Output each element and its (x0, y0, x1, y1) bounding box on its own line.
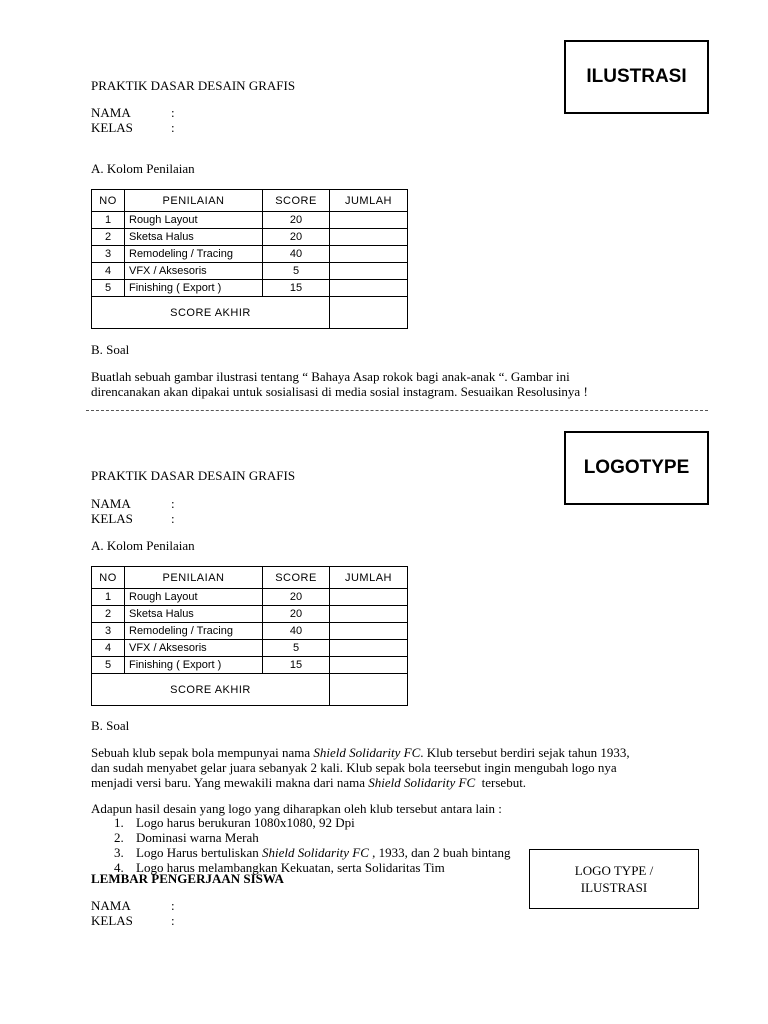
table-row (92, 623, 408, 640)
row-jumlah-cell[interactable] (330, 623, 408, 640)
final-score-row (92, 674, 408, 706)
table-row (92, 212, 408, 229)
row-no: 4 (92, 263, 125, 280)
req-text: Logo harus berukuran 1080x1080, 92 Dpi (136, 815, 355, 830)
kelas-label: KELAS (91, 120, 133, 135)
row-score: 40 (263, 623, 330, 640)
final-score-cell[interactable] (330, 674, 408, 706)
list-item (114, 830, 556, 845)
list-number: 4. (114, 860, 124, 875)
p1-pre: Sebuah klub sepak bola mempunyai nama (91, 745, 314, 760)
row-score: 20 (263, 606, 330, 623)
nama-label: NAMA (91, 898, 131, 913)
req3-post: , 1933, dan 2 buah bintang (368, 845, 511, 860)
row-criteria: VFX / Aksesoris (125, 263, 263, 280)
sheet1-soal-line2: direncanakan akan dipakai untuk sosialisasi di media sosial instagram. Sesuaikan Resolusinya ! (91, 384, 588, 399)
row-score: 5 (263, 263, 330, 280)
final-score-label: SCORE AKHIR (92, 674, 330, 706)
header-jumlah: JUMLAH (330, 567, 408, 589)
paragraph-line: dan sudah menyabet gelar juara sebanyak 2 kali. Klub sepak bola teersebut ingin mengubah logo nya (91, 760, 617, 775)
paragraph-line (91, 745, 711, 760)
table-row (92, 246, 408, 263)
sheet1-grading-table (91, 189, 408, 329)
tag-box-logotype (564, 431, 709, 505)
table-header-row (92, 567, 408, 589)
final-score-cell[interactable] (330, 297, 408, 329)
worksheet-kelas-field (91, 913, 175, 928)
club-name: Shield Solidarity FC (368, 775, 476, 790)
row-criteria: Finishing ( Export ) (125, 657, 263, 674)
row-criteria: Rough Layout (125, 589, 263, 606)
sheet1-nama-field (91, 105, 175, 120)
box-line-1: LOGO TYPE / (574, 863, 654, 878)
header-score: SCORE (263, 190, 330, 212)
paragraph-line (91, 775, 711, 790)
row-score: 20 (263, 229, 330, 246)
sheet2-section-a: A. Kolom Penilaian (91, 538, 195, 553)
cut-line-divider (86, 410, 708, 411)
worksheet-nama-field (91, 898, 175, 913)
table-row (92, 263, 408, 280)
p1-line3-post: tersebut. (475, 775, 527, 790)
row-jumlah-cell[interactable] (330, 280, 408, 297)
sheet2-kelas-field (91, 511, 175, 526)
final-score-label: SCORE AKHIR (92, 297, 330, 329)
header-penilaian: PENILAIAN (125, 567, 263, 589)
club-name: Shield Solidarity FC (313, 745, 421, 760)
row-jumlah-cell[interactable] (330, 212, 408, 229)
row-criteria: Finishing ( Export ) (125, 280, 263, 297)
header-penilaian: PENILAIAN (125, 190, 263, 212)
table-header-row (92, 190, 408, 212)
kelas-label: KELAS (91, 913, 133, 928)
row-no: 5 (92, 657, 125, 674)
row-jumlah-cell[interactable] (330, 263, 408, 280)
table-row (92, 229, 408, 246)
colon: : (171, 120, 175, 135)
tag-ilustrasi-label: ILUSTRASI (586, 66, 687, 87)
row-criteria: Remodeling / Tracing (125, 623, 263, 640)
row-criteria: Remodeling / Tracing (125, 246, 263, 263)
row-jumlah-cell[interactable] (330, 246, 408, 263)
row-score: 20 (263, 212, 330, 229)
tag-box-ilustrasi (564, 40, 709, 114)
sheet1-soal-line1: Buatlah sebuah gambar ilustrasi tentang “ Bahaya Asap rokok bagi anak-anak “. Gambar ini (91, 369, 570, 384)
row-no: 4 (92, 640, 125, 657)
row-no: 2 (92, 606, 125, 623)
row-no: 3 (92, 246, 125, 263)
header-no: NO (92, 190, 125, 212)
colon: : (171, 105, 175, 120)
list-item (114, 815, 556, 830)
kelas-label: KELAS (91, 511, 133, 526)
p1-line3-pre: menjadi versi baru. Yang mewakili makna dari nama (91, 775, 369, 790)
sheet1-title: PRAKTIK DASAR DESAIN GRAFIS (91, 78, 296, 93)
p1-post: . Klub tersebut berdiri sejak tahun 1933, (420, 745, 630, 760)
nama-label: NAMA (91, 496, 131, 511)
table-row (92, 606, 408, 623)
sheet2-paragraph-2: Adapun hasil desain yang logo yang diharapkan oleh klub tersebut antara lain : (91, 801, 502, 816)
header-no: NO (92, 567, 125, 589)
row-no: 5 (92, 280, 125, 297)
row-criteria: Sketsa Halus (125, 606, 263, 623)
row-jumlah-cell[interactable] (330, 657, 408, 674)
row-score: 15 (263, 657, 330, 674)
row-score: 40 (263, 246, 330, 263)
row-no: 2 (92, 229, 125, 246)
row-jumlah-cell[interactable] (330, 589, 408, 606)
tag-logotype-label: LOGOTYPE (583, 457, 690, 478)
list-item (114, 845, 556, 860)
colon: : (171, 913, 175, 928)
club-name: Shield Solidarity FC (262, 845, 369, 860)
worksheet-title: LEMBAR PENGERJAAN SISWA (91, 871, 284, 886)
row-no: 1 (92, 212, 125, 229)
row-score: 15 (263, 280, 330, 297)
header-jumlah: JUMLAH (330, 190, 408, 212)
row-no: 1 (92, 589, 125, 606)
req3-pre: Logo Harus bertuliskan (136, 845, 263, 860)
list-number: 1. (114, 815, 124, 830)
worksheet-drawing-box[interactable] (529, 849, 699, 909)
sheet1-kelas-field (91, 120, 175, 135)
sheet2-grading-table (91, 566, 408, 706)
nama-label: NAMA (91, 105, 131, 120)
colon: : (171, 898, 175, 913)
sheet2-title: PRAKTIK DASAR DESAIN GRAFIS (91, 468, 296, 483)
table-row (92, 657, 408, 674)
sheet2-nama-field (91, 496, 175, 511)
header-score: SCORE (263, 567, 330, 589)
sheet1-section-a: A. Kolom Penilaian (91, 161, 195, 176)
box-line-2: ILUSTRASI (580, 880, 648, 895)
list-number: 3. (114, 845, 124, 860)
table-row (92, 589, 408, 606)
row-jumlah-cell[interactable] (330, 640, 408, 657)
row-criteria: Rough Layout (125, 212, 263, 229)
row-score: 5 (263, 640, 330, 657)
row-score: 20 (263, 589, 330, 606)
list-number: 2. (114, 830, 124, 845)
row-no: 3 (92, 623, 125, 640)
table-row (92, 640, 408, 657)
row-criteria: Sketsa Halus (125, 229, 263, 246)
row-jumlah-cell[interactable] (330, 606, 408, 623)
colon: : (171, 496, 175, 511)
req-text: Dominasi warna Merah (136, 830, 259, 845)
row-criteria: VFX / Aksesoris (125, 640, 263, 657)
sheet2-paragraph-1 (91, 745, 711, 790)
sheet1-section-b: B. Soal (91, 342, 130, 357)
row-jumlah-cell[interactable] (330, 229, 408, 246)
req-text: Logo harus melambangkan Kekuatan, serta Solidaritas Tim (136, 860, 445, 875)
sheet2-section-b: B. Soal (91, 718, 130, 733)
final-score-row (92, 297, 408, 329)
requirements-list (114, 815, 556, 875)
table-row (92, 280, 408, 297)
colon: : (171, 511, 175, 526)
